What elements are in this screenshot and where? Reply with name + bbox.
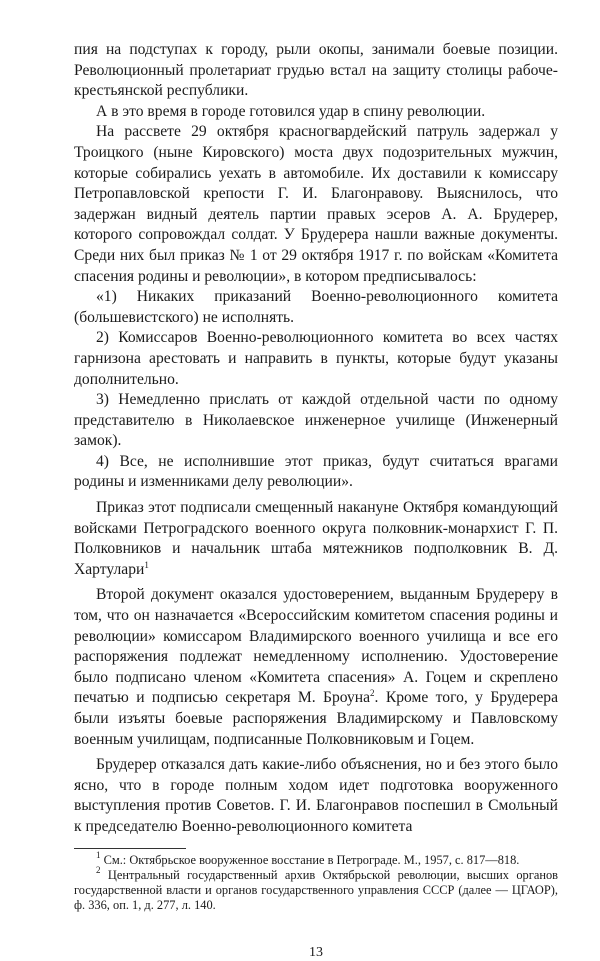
footnote-2-text: Центральный государственный архив Октябрьской революции, высших органов государственной власти и органов государственного управления СССР (далее — ЦГАОР), ф. 336, оп. 1, д. 277, л. 140. (74, 867, 558, 913)
paragraph-second-document-tail: . Кроме того, у Брудерера были изъяты боевые распоряжения Владимирскому и Павловскому военным училищам, подписанные Полковниковым и Гоцем. (74, 689, 558, 748)
paragraph-3: На рассвете 29 октября красногвардейский патруль задержал у Троицкого (ныне Кировского) моста двух подозрительных мужчин, которые собирались уехать в автомобиле. Их доставили к комиссару Петропавловской крепости Г. И. Благонравову. Выяснилось, что задержан видный деятель партии правых эсеров А. А. Брудерер, которого сопровождал солдат. У Брудерера нашли важные документы. Среди них был приказ № 1 от 29 октября 1917 г. по войскам «Комитета спасения родины и революции», в котором предписывалось: (74, 123, 558, 285)
footnote-ref-1: 1 (144, 559, 149, 570)
paragraph-second-document-text: Второй документ оказался удостоверением, выданным Брудереру в том, что он назначается «Всероссийским комитетом спасения родины и революции» комиссаром Владимирского военного училища и все его распоряжения подлежат немедленному исполнению. Удостоверение было подписано членом «Комитета спасения» А. Гоцем и скреплено печатью и подписью секретаря М. Броуна (74, 586, 558, 707)
footnote-2 (74, 864, 558, 914)
footnote-1 (74, 849, 558, 868)
footnote-ref-2: 2 (370, 688, 375, 699)
footnote-mark-1: 1 (96, 849, 101, 860)
page-number: 13 (309, 945, 323, 961)
paragraph-2: А в это время в городе готовился удар в спину революции. (96, 102, 486, 120)
footnote-1-text: См.: Октябрьское вооруженное восстание в Петрограде. М., 1957, с. 817—818. (103, 852, 520, 867)
footnote-divider (74, 848, 186, 849)
order-item-2: 2) Комиссаров Военно-революционного комитета во всех частях гарнизона арестовать и направить в пункты, которые будут указаны дополнительно. (74, 329, 558, 388)
order-item-4: 4) Все, не исполнившие этот приказ, будут считаться врагами родины и изменниками делу революции». (74, 452, 558, 491)
footnote-mark-2: 2 (96, 864, 101, 875)
paragraph-bruderer: Брудерер отказался дать какие-либо объяснения, но и без этого было ясно, что в городе полным ходом идет подготовка вооруженного выступления против Советов. Г. И. Благонравов поспешил в Смольный к председателю Военно-революционного комитета (74, 756, 558, 835)
paragraph-1: пия на подступах к городу, рыли окопы, занимали боевые позиции. Революционный пролетариат грудью встал на защиту столицы рабоче-крестьянской республики. (74, 41, 558, 100)
paragraph-signatories-text: Приказ этот подписали смещенный накануне Октября командующий войсками Петроградского военного округа полковник-монархист Г. П. Полковников и начальник штаба мятежников подполковник В. Д. Хартулари (74, 499, 558, 578)
order-item-1: «1) Никаких приказаний Военно-революционного комитета (большевистского) не исполнять. (74, 288, 558, 326)
order-item-3: 3) Немедленно прислать от каждой отдельной части по одному представителю в Николаевское инженерное училище (Инженерный замок). (74, 391, 558, 450)
paragraph-second-document (74, 585, 558, 750)
paragraph-signatories (74, 498, 558, 580)
page-body (74, 40, 558, 961)
